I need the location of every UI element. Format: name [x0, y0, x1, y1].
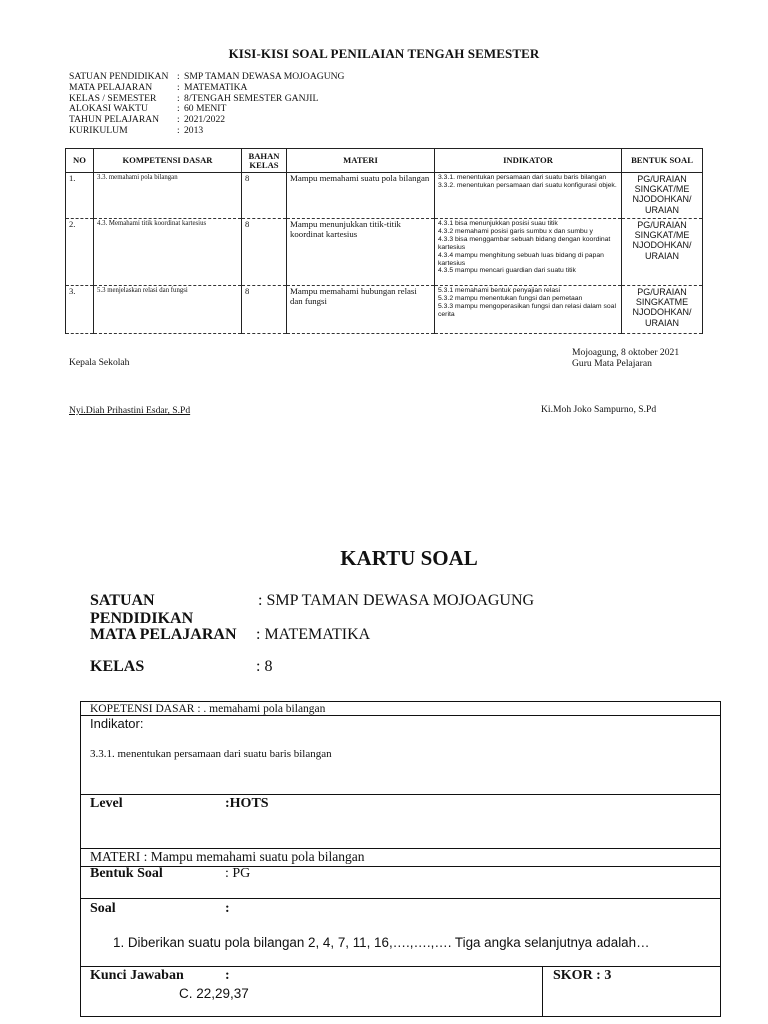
cell-kd: 5.3 menjelaskan relasi dan fungsi	[94, 286, 242, 334]
teacher-name: Ki.Moh Joko Sampurno, S.Pd	[541, 404, 657, 415]
cell-materi: Mampu menunjukkan titik-titik koordinat kartesius	[287, 219, 435, 286]
info-label: ALOKASI WAKTU	[69, 103, 148, 115]
column-header: INDIKATOR	[435, 149, 622, 173]
column-header: KOMPETENSI DASAR	[94, 149, 242, 173]
info-value: 60 MENIT	[184, 103, 227, 115]
card-info-label: KELAS	[90, 658, 145, 675]
info-label: MATA PELAJARAN	[69, 81, 153, 93]
card-info-label: MATA PELAJARAN	[90, 626, 237, 643]
info-value: MATEMATIKA	[184, 81, 248, 93]
kunci-jawaban-value: C. 22,29,37	[179, 986, 249, 1001]
card-info-label: SATUAN PENDIDIKAN	[90, 592, 194, 627]
cell-bahan: 8	[242, 173, 287, 219]
cell-bahan: 8	[242, 219, 287, 286]
card-info-value: : 8	[256, 658, 273, 675]
materi-text: MATERI : Mampu memahami suatu pola bilangan	[90, 849, 365, 864]
card-info-value: : SMP TAMAN DEWASA MOJOAGUNG	[258, 592, 535, 609]
soal-colon: :	[225, 901, 230, 916]
school-info	[69, 72, 344, 137]
soal-text: 1. Diberikan suatu pola bilangan 2, 4, 7, 11, 16,….,….,…. Tiga angka selanjutnya adalah…	[113, 935, 650, 950]
table-row	[66, 173, 703, 219]
kunci-jawaban-label: Kunci Jawaban	[90, 968, 184, 983]
principal-label: Kepala Sekolah	[69, 357, 130, 368]
column-header: BENTUK SOAL	[622, 149, 703, 173]
kompetensi-dasar: KOPETENSI DASAR : . memahami pola bilangan	[90, 703, 326, 715]
question-card	[80, 701, 721, 1017]
cell-no: 2.	[66, 219, 94, 286]
cell-materi: Mampu memahami hubungan relasi dan fungsi	[287, 286, 435, 334]
info-label: KURIKULUM	[69, 124, 128, 136]
info-row	[69, 83, 344, 94]
cell-bentuk: PG/URAIAN SINGKATME NJODOHKAN/ URAIAN	[622, 286, 703, 334]
divider	[81, 866, 720, 867]
document-title: KISI-KISI SOAL PENILAIAN TENGAH SEMESTER	[228, 46, 540, 61]
level-label: Level	[90, 796, 123, 811]
info-label: KELAS / SEMESTER	[69, 92, 157, 104]
info-separator: :	[177, 71, 180, 82]
table-row	[66, 219, 703, 286]
level-value: :HOTS	[225, 796, 269, 811]
indikator-text: 3.3.1. menentukan persamaan dari suatu baris bilangan	[90, 748, 332, 760]
info-value: SMP TAMAN DEWASA MOJOAGUNG	[184, 71, 345, 82]
info-label: SATUAN PENDIDIKAN	[69, 71, 169, 82]
card-info-row	[90, 658, 272, 676]
table-header-row	[66, 149, 703, 173]
card-info-row	[90, 626, 370, 644]
card-info-value: : MATEMATIKA	[256, 626, 371, 643]
cell-materi: Mampu memahami suatu pola bilangan	[287, 173, 435, 219]
cell-indikator: 4.3.1 bisa menunjukkan posisi suau titik 4.3.2 memahami posisi garis sumbu x dan sumbu y 4.3.3 bisa menggambar sebuah bidang dengan koordinat kartesius 4.3.4 mampu menghitung sebuah luas bidang di papan kartesius 4.3.5 mampu mencari guardian dari suatu titik	[435, 219, 622, 286]
column-header: MATERI	[287, 149, 435, 173]
info-separator: :	[177, 92, 180, 104]
divider	[81, 898, 720, 899]
cell-kd: 3.3. memahami pola bilangan	[94, 173, 242, 219]
place-date: Mojoagung, 8 oktober 2021	[572, 347, 680, 358]
cell-indikator: 5.3.1 memahami bentuk penyajian relasi 5.3.2 mampu menentukan fungsi dan pemetaan 5.3.3 mampu mengoperasikan fungsi dan relasi dalam soal cerita	[435, 286, 622, 334]
info-value: 8/TENGAH SEMESTER GANJIL	[184, 92, 319, 104]
divider	[81, 794, 720, 795]
info-label: TAHUN PELAJARAN	[69, 114, 160, 126]
info-value: 2021/2022	[184, 114, 226, 126]
divider	[542, 966, 543, 1016]
cell-bahan: 8	[242, 286, 287, 334]
info-separator: :	[177, 81, 180, 93]
cell-bentuk: PG/URAIAN SINGKAT/ME NJODOHKAN/ URAIAN	[622, 219, 703, 286]
principal-name: Nyi.Diah Prihastini Esdar, S.Pd	[69, 405, 191, 416]
cell-kd: 4.3. Memahami titik koordinat kartesius	[94, 219, 242, 286]
card-title: KARTU SOAL	[340, 546, 478, 570]
skor: SKOR : 3	[553, 968, 612, 983]
cell-no: 3.	[66, 286, 94, 334]
info-separator: :	[177, 103, 180, 115]
info-row	[69, 126, 344, 137]
indikator-label: Indikator:	[90, 716, 144, 731]
kisi-table	[65, 148, 703, 334]
kunci-jawaban-colon: :	[225, 968, 230, 983]
info-separator: :	[177, 114, 180, 126]
teacher-label: Guru Mata Pelajaran	[572, 358, 652, 369]
column-header: BAHAN KELAS	[242, 149, 287, 173]
card-info-row	[90, 592, 534, 628]
info-value: 2013	[184, 124, 204, 136]
table-row	[66, 286, 703, 334]
bentuk-soal-value: : PG	[225, 866, 251, 881]
cell-no: 1.	[66, 173, 94, 219]
bentuk-soal-label: Bentuk Soal	[90, 866, 163, 881]
info-separator: :	[177, 124, 180, 136]
cell-indikator: 3.3.1. menentukan persamaan dari suatu baris bilangan 3.3.2. menentukan persamaan dari suatu konfigurasi objek.	[435, 173, 622, 219]
divider	[81, 966, 720, 967]
column-header: NO	[66, 149, 94, 173]
cell-bentuk: PG/URAIAN SINGKAT/ME NJODOHKAN/ URAIAN	[622, 173, 703, 219]
soal-label: Soal	[90, 901, 116, 916]
